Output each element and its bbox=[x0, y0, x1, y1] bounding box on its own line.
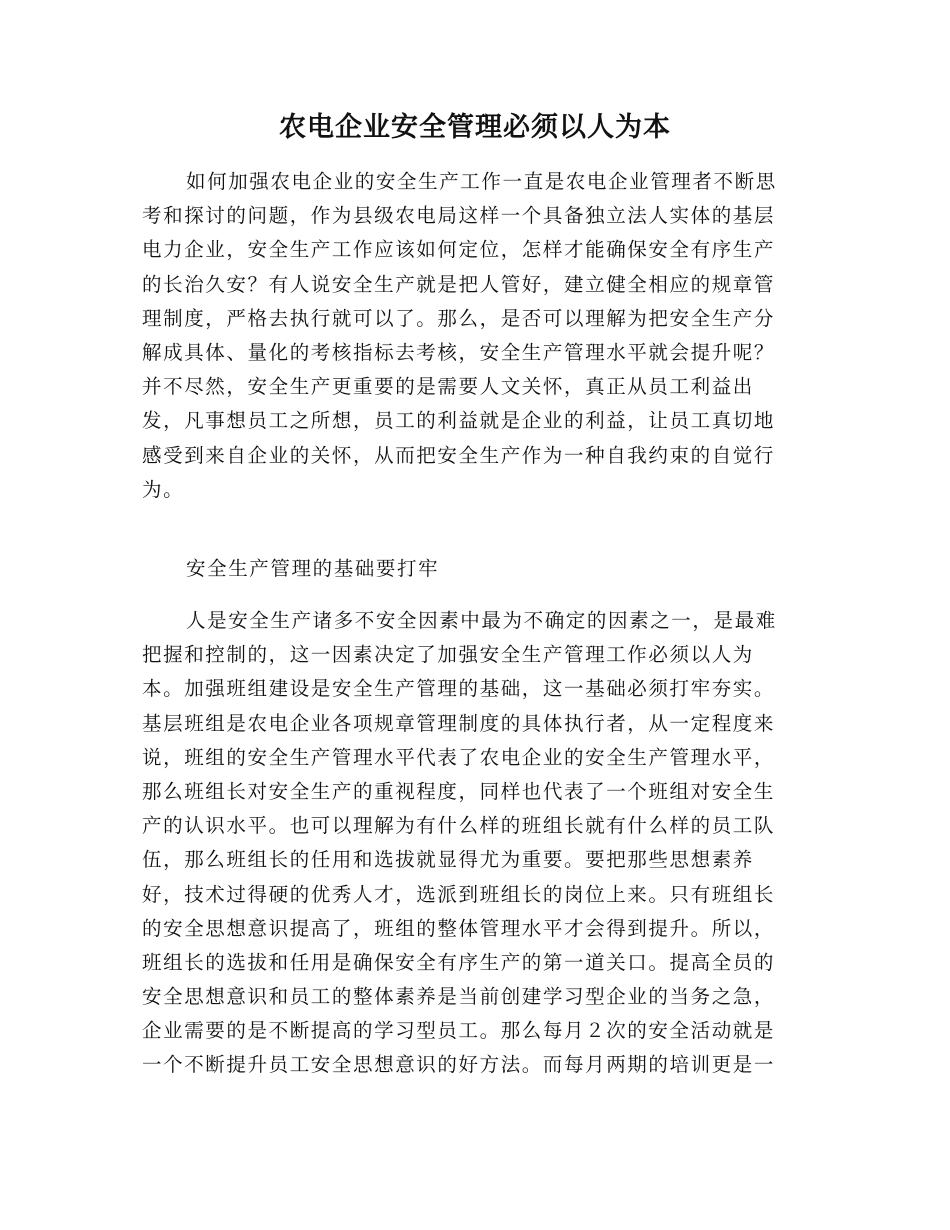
paragraph-line: 如何加强农电企业的安全生产工作一直是农电企业管理者不断思 bbox=[186, 170, 777, 193]
document-title: 农电企业安全管理必须以人为本 bbox=[279, 112, 671, 143]
paragraph-line: 为。 bbox=[142, 477, 185, 501]
paragraph-line: 人是安全生产诸多不安全因素中最为不确定的因素之一，是最难 bbox=[186, 609, 777, 632]
paragraph-line: 的长治久安？有人说安全生产就是把人管好，建立健全相应的规章管 bbox=[142, 272, 776, 296]
paragraph-line: 的安全思想意识提高了，班组的整体管理水平才会得到提升。所以， bbox=[142, 916, 776, 940]
paragraph-line: 一个不断提升员工安全思想意识的好方法。而每月两期的培训更是一 bbox=[142, 1053, 776, 1077]
paragraph-line: 电力企业，安全生产工作应该如何定位，怎样才能确保安全有序生产 bbox=[142, 238, 776, 262]
paragraph-line: 说，班组的安全生产管理水平代表了农电企业的安全生产管理水平， bbox=[142, 745, 776, 769]
paragraph-line: 那么班组长对安全生产的重视程度，同样也代表了一个班组对安全生 bbox=[142, 779, 776, 803]
paragraph-intro bbox=[142, 165, 802, 507]
paragraph-team-building bbox=[142, 604, 802, 1083]
paragraph-line: 解成具体、量化的考核指标去考核，安全生产管理水平就会提升呢？ bbox=[142, 340, 776, 364]
paragraph-line: 感受到来自企业的关怀，从而把安全生产作为一种自我约束的自觉行 bbox=[142, 443, 776, 467]
section-heading-container bbox=[142, 552, 802, 586]
paragraph-line: 理制度，严格去执行就可以了。那么，是否可以理解为把安全生产分 bbox=[142, 306, 776, 330]
paragraph-line: 企业需要的是不断提高的学习型员工。那么每月２次的安全活动就是 bbox=[142, 1019, 776, 1043]
paragraph-line: 班组长的选拔和任用是确保安全有序生产的第一道关口。提高全员的 bbox=[142, 950, 776, 974]
paragraph-line: 发，凡事想员工之所想，员工的利益就是企业的利益，让员工真切地 bbox=[142, 409, 776, 433]
paragraph-line: 考和探讨的问题，作为县级农电局这样一个具备独立法人实体的基层 bbox=[142, 204, 776, 228]
paragraph-line: 把握和控制的，这一因素决定了加强安全生产管理工作必须以人为 bbox=[142, 643, 754, 667]
paragraph-line: 产的认识水平。也可以理解为有什么样的班组长就有什么样的员工队 bbox=[142, 814, 776, 838]
paragraph-line: 伍，那么班组长的任用和选拔就显得尤为重要。要把那些思想素养 bbox=[142, 848, 754, 872]
paragraph-line: 并不尽然，安全生产更重要的是需要人文关怀，真正从员工利益出 bbox=[142, 375, 754, 399]
section-heading: 安全生产管理的基础要打牢 bbox=[186, 557, 440, 580]
paragraph-line: 基层班组是农电企业各项规章管理制度的具体执行者，从一定程度来 bbox=[142, 711, 776, 735]
paragraph-line: 安全思想意识和员工的整体素养是当前创建学习型企业的当务之急， bbox=[142, 985, 776, 1009]
paragraph-line: 好，技术过得硬的优秀人才，选派到班组长的岗位上来。只有班组长 bbox=[142, 882, 776, 906]
paragraph-line: 本。加强班组建设是安全生产管理的基础，这一基础必须打牢夯实。 bbox=[142, 677, 776, 701]
